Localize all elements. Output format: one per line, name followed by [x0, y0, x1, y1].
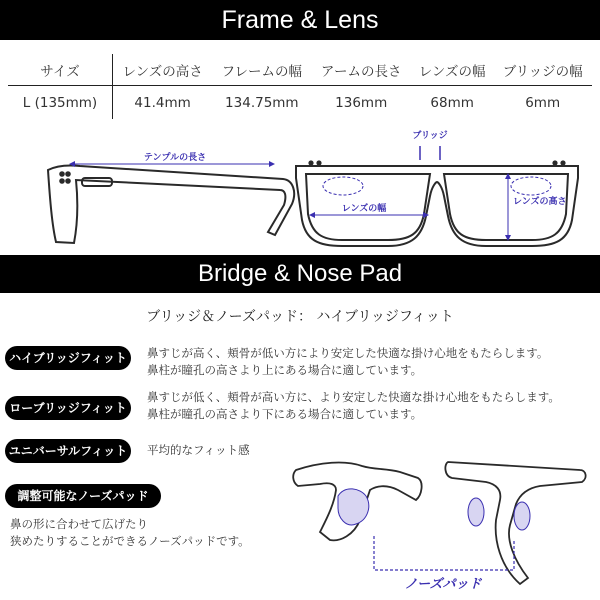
lens-height-dashed-marker [323, 177, 363, 195]
fit-label-universal: ユニバーサルフィット [5, 439, 131, 463]
bridge-label: ブリッジ [412, 131, 448, 141]
nose-pad-bracket [374, 536, 514, 570]
cell-arm-length: 136mm [335, 94, 388, 111]
fit-desc-line: 鼻柱が瞳孔の高さより下にある場合に適しています。 [147, 407, 423, 421]
adj-desc-line: 狭めたりすることができるノーズパッドです。 [10, 534, 250, 548]
fit-subtitle: ブリッジ＆ノーズパッド： ハイブリッジフィット [146, 309, 454, 325]
fit-desc-line: 鼻柱が瞳孔の高さより上にある場合に適しています。 [147, 363, 423, 377]
cell-size: L (135mm) [8, 86, 113, 120]
header-lens-width: レンズの幅 [411, 54, 493, 86]
adjustable-nose-pad-label: 調整可能なノーズパッド [5, 484, 161, 508]
fit-desc-line: 平均的なフィット感 [147, 443, 250, 457]
lens-width-label: レンズの幅 [341, 204, 387, 214]
cell-frame-width: 134.75mm [225, 94, 299, 111]
nose-pad-highlight-front-left [468, 498, 484, 526]
header-size: サイズ [8, 54, 113, 86]
nose-pad-highlight-left [338, 489, 369, 525]
section-header-bridge-nose-pad [0, 255, 600, 293]
header-frame-width: フレームの幅 [212, 54, 311, 86]
section-title: Bridge & Nose Pad [197, 260, 403, 287]
fit-desc-low-bridge [147, 389, 560, 423]
side-view-glasses [48, 165, 294, 243]
lens-height-dashed-marker-right [511, 177, 551, 195]
fit-desc-line: 鼻すじが高く、頬骨が低い方により安定した快適な掛け心地をもたらします。 [147, 346, 549, 360]
temple-length-label: テンプルの長さ [143, 153, 207, 163]
adjustable-nose-pad-desc [10, 516, 250, 550]
nose-pad-label: ノーズパッド [404, 577, 482, 592]
fit-label-low-bridge: ローブリッジフィット [5, 396, 131, 420]
fit-desc-high-bridge [147, 345, 548, 379]
header-bridge-width: ブリッジの幅 [493, 54, 592, 86]
header-arm-length: アームの長さ [311, 54, 410, 86]
lens-height-label: レンズの高さ [513, 197, 567, 207]
section-title: Frame & Lens [221, 6, 379, 34]
fit-desc-universal [147, 442, 250, 459]
nose-pad-highlight-front-right [514, 502, 530, 530]
cell-lens-height: 41.4mm [134, 94, 191, 111]
cell-bridge-width: 6mm [525, 94, 561, 111]
header-lens-height: レンズの高さ [113, 54, 213, 86]
fit-desc-line: 鼻すじが低く、頬骨が高い方に、より安定した快適な掛け心地をもたらします。 [147, 390, 560, 404]
adj-desc-line: 鼻の形に合わせて広げたり [10, 517, 148, 531]
fit-label-high-bridge: ハイブリッジフィット [5, 346, 131, 370]
cell-lens-width: 68mm [430, 94, 474, 111]
